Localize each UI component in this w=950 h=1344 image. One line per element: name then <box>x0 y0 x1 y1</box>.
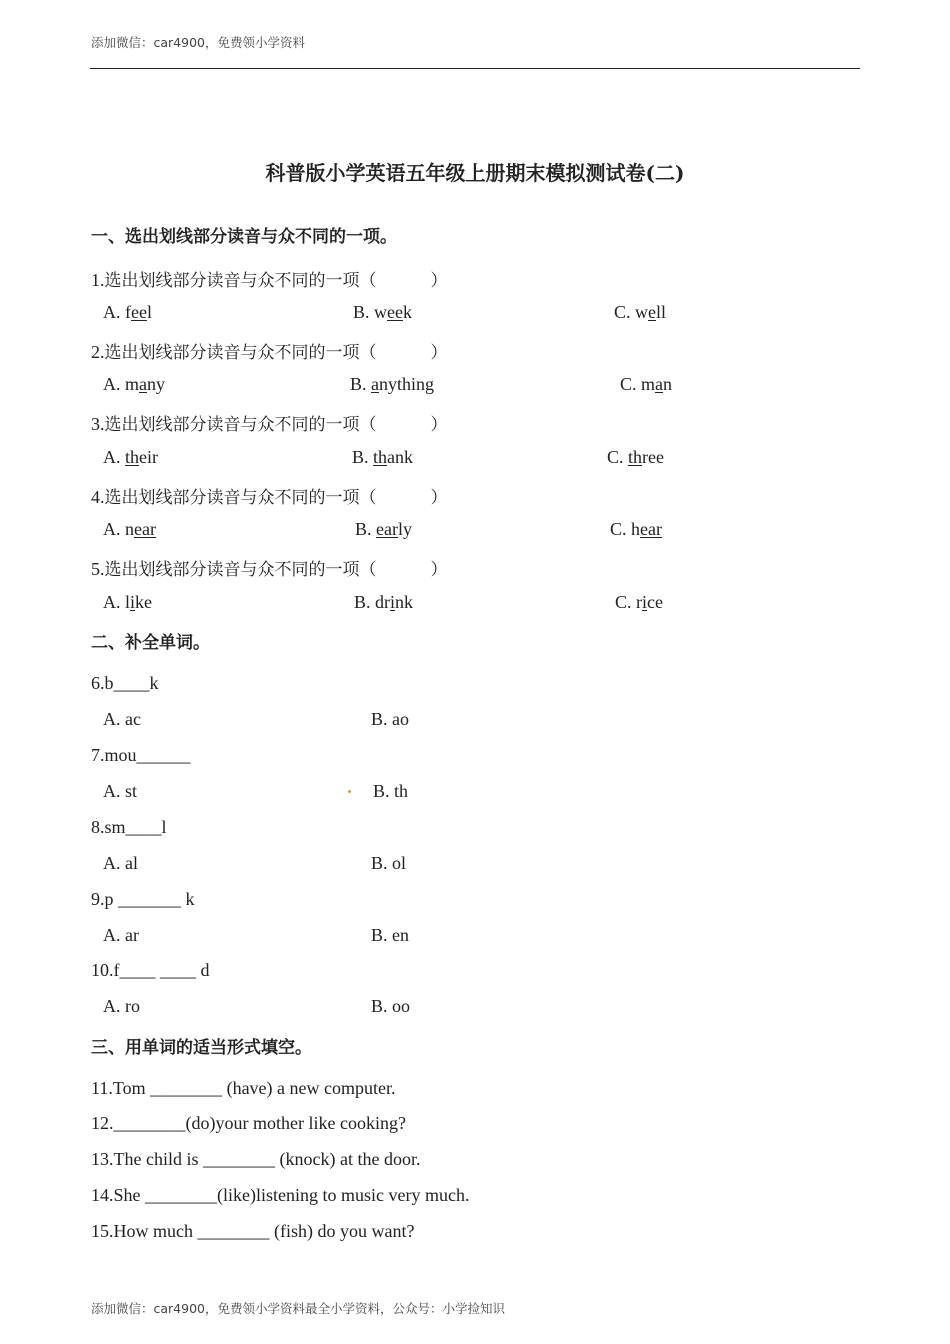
q3-option-b: B. thank <box>352 447 414 467</box>
page-title: 科普版小学英语五年级上册期末模拟测试卷(二) <box>265 161 685 185</box>
question-7: 7.mou______ <box>91 745 191 765</box>
q1-option-c: C. well <box>614 302 667 322</box>
q5-option-c: C. rice <box>615 592 663 612</box>
question-14: 14.She ________(like)listening to music very much. <box>91 1185 470 1205</box>
q4-option-b: B. early <box>355 519 413 539</box>
question-5: 5.选出划线部分读音与众不同的一项（ ） <box>91 559 448 580</box>
q2-option-a: A. many <box>103 374 165 394</box>
q4-option-c: C. hear <box>610 519 662 539</box>
q9-option-a: A. ar <box>103 925 139 945</box>
q5-option-a: A. like <box>103 592 153 612</box>
q7-option-b: B. th <box>373 781 409 801</box>
section-heading-3: 三、用单词的适当形式填空。 <box>91 1038 312 1058</box>
question-11: 11.Tom ________ (have) a new computer. <box>91 1078 396 1098</box>
q2-option-c: C. man <box>620 374 673 394</box>
q6-option-a: A. ac <box>103 709 141 729</box>
question-13: 13.The child is ________ (knock) at the door. <box>91 1149 421 1169</box>
question-12: 12.________(do)your mother like cooking? <box>91 1113 406 1133</box>
q3-option-a: A. their <box>103 447 158 467</box>
q2-option-b: B. anything <box>350 374 435 394</box>
q10-option-a: A. ro <box>103 996 140 1016</box>
question-9: 9.p _______ k <box>91 889 195 909</box>
q6-option-b: B. ao <box>371 709 409 729</box>
question-3: 3.选出划线部分读音与众不同的一项（ ） <box>91 414 448 435</box>
section-heading-1: 一、选出划线部分读音与众不同的一项。 <box>91 227 397 247</box>
question-4: 4.选出划线部分读音与众不同的一项（ ） <box>91 487 448 508</box>
section-heading-2: 二、补全单词。 <box>91 633 210 653</box>
question-2: 2.选出划线部分读音与众不同的一项（ ） <box>91 342 448 363</box>
header-divider <box>90 68 860 69</box>
q9-option-b: B. en <box>371 925 409 945</box>
q5-option-b: B. drink <box>354 592 414 612</box>
q8-option-b: B. ol <box>371 853 407 873</box>
q3-option-c: C. three <box>607 447 665 467</box>
question-6: 6.b____k <box>91 673 159 693</box>
q8-option-a: A. al <box>103 853 138 873</box>
question-8: 8.sm____l <box>91 817 167 837</box>
page-header: 添加微信：car4900，免费领小学资料 <box>91 35 305 50</box>
q1-option-b: B. week <box>353 302 412 322</box>
stray-dot <box>348 790 351 793</box>
q4-option-a: A. near <box>103 519 156 539</box>
q1-option-a: A. feel <box>103 302 152 322</box>
question-1: 1.选出划线部分读音与众不同的一项（ ） <box>91 270 448 291</box>
page-footer: 添加微信：car4900，免费领小学资料最全小学资料，公众号：小学捡知识 <box>91 1301 505 1316</box>
q7-option-a: A. st <box>103 781 138 801</box>
question-10: 10.f____ ____ d <box>91 960 210 980</box>
q10-option-b: B. oo <box>371 996 411 1016</box>
question-15: 15.How much ________ (fish) do you want? <box>91 1221 415 1241</box>
